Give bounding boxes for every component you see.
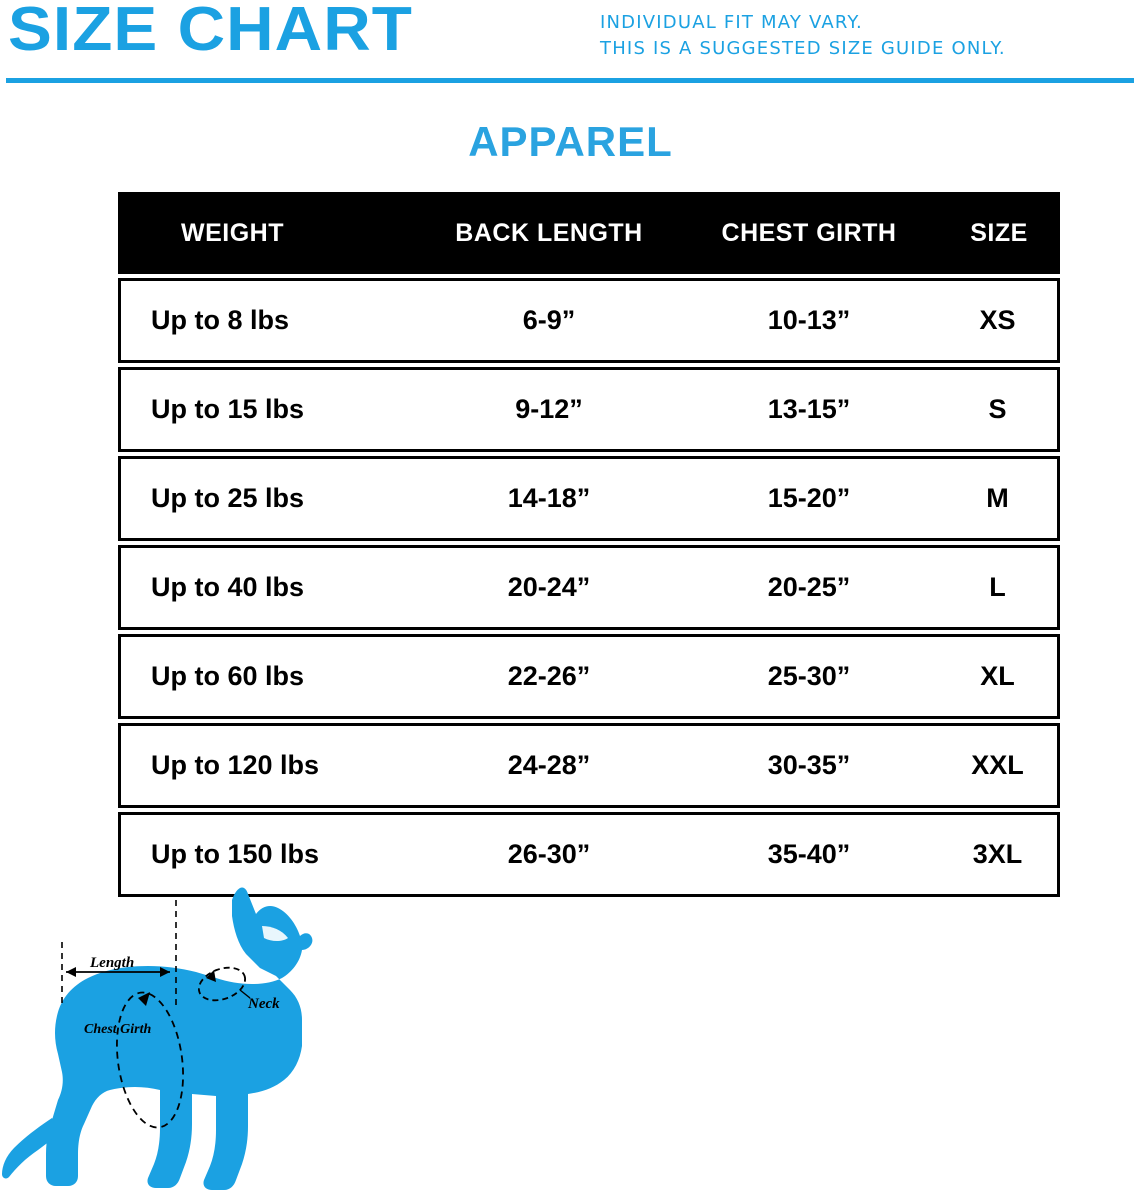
fit-disclaimer-line-2: THIS IS A SUGGESTED SIZE GUIDE ONLY. [600, 38, 1006, 60]
fit-disclaimer [600, 10, 1006, 62]
header-divider [6, 78, 1134, 83]
table-header [118, 192, 1060, 274]
cell-chest-girth: 15-20” [680, 456, 938, 541]
cell-size: S [938, 367, 1060, 452]
cell-weight: Up to 15 lbs [118, 367, 418, 452]
table-header-row [118, 192, 1060, 274]
cell-back-length: 20-24” [418, 545, 680, 630]
cell-back-length: 22-26” [418, 634, 680, 719]
size-chart-table-wrapper [118, 188, 1060, 901]
column-header-chest-girth: CHEST GIRTH [680, 192, 938, 274]
table-row [118, 367, 1060, 452]
cell-chest-girth: 20-25” [680, 545, 938, 630]
cell-size: M [938, 456, 1060, 541]
cell-weight: Up to 40 lbs [118, 545, 418, 630]
cell-chest-girth: 13-15” [680, 367, 938, 452]
column-header-back-length: BACK LENGTH [418, 192, 680, 274]
cell-size: XL [938, 634, 1060, 719]
cell-weight: Up to 60 lbs [118, 634, 418, 719]
cell-back-length: 24-28” [418, 723, 680, 808]
table-row [118, 634, 1060, 719]
table-row [118, 545, 1060, 630]
cell-back-length: 6-9” [418, 278, 680, 363]
measurement-diagram [0, 880, 520, 1200]
diagram-label-neck: Neck [248, 996, 280, 1012]
size-chart-table [118, 188, 1060, 901]
table-body [118, 278, 1060, 897]
diagram-label-chest-girth: Chest Girth [84, 1022, 152, 1037]
cell-size: XS [938, 278, 1060, 363]
page-title: SIZE CHART [8, 0, 413, 64]
cell-weight: Up to 120 lbs [118, 723, 418, 808]
cell-chest-girth: 25-30” [680, 634, 938, 719]
cell-back-length: 14-18” [418, 456, 680, 541]
table-row [118, 456, 1060, 541]
section-title: APPAREL [468, 118, 673, 165]
fit-disclaimer-line-1: INDIVIDUAL FIT MAY VARY. [600, 12, 863, 33]
column-header-weight: WEIGHT [118, 192, 418, 274]
cell-weight: Up to 25 lbs [118, 456, 418, 541]
cell-chest-girth: 35-40” [680, 812, 938, 897]
cell-size: 3XL [938, 812, 1060, 897]
cell-back-length: 9-12” [418, 367, 680, 452]
diagram-label-length: Length [90, 955, 135, 971]
table-row [118, 723, 1060, 808]
page-header [0, 0, 1141, 86]
cell-weight: Up to 150 lbs [118, 812, 418, 897]
cell-size: L [938, 545, 1060, 630]
cell-size: XXL [938, 723, 1060, 808]
cell-chest-girth: 10-13” [680, 278, 938, 363]
cell-back-length: 26-30” [418, 812, 680, 897]
cell-weight: Up to 8 lbs [118, 278, 418, 363]
dog-silhouette-icon [0, 880, 520, 1200]
column-header-size: SIZE [938, 192, 1060, 274]
table-row [118, 278, 1060, 363]
cell-chest-girth: 30-35” [680, 723, 938, 808]
